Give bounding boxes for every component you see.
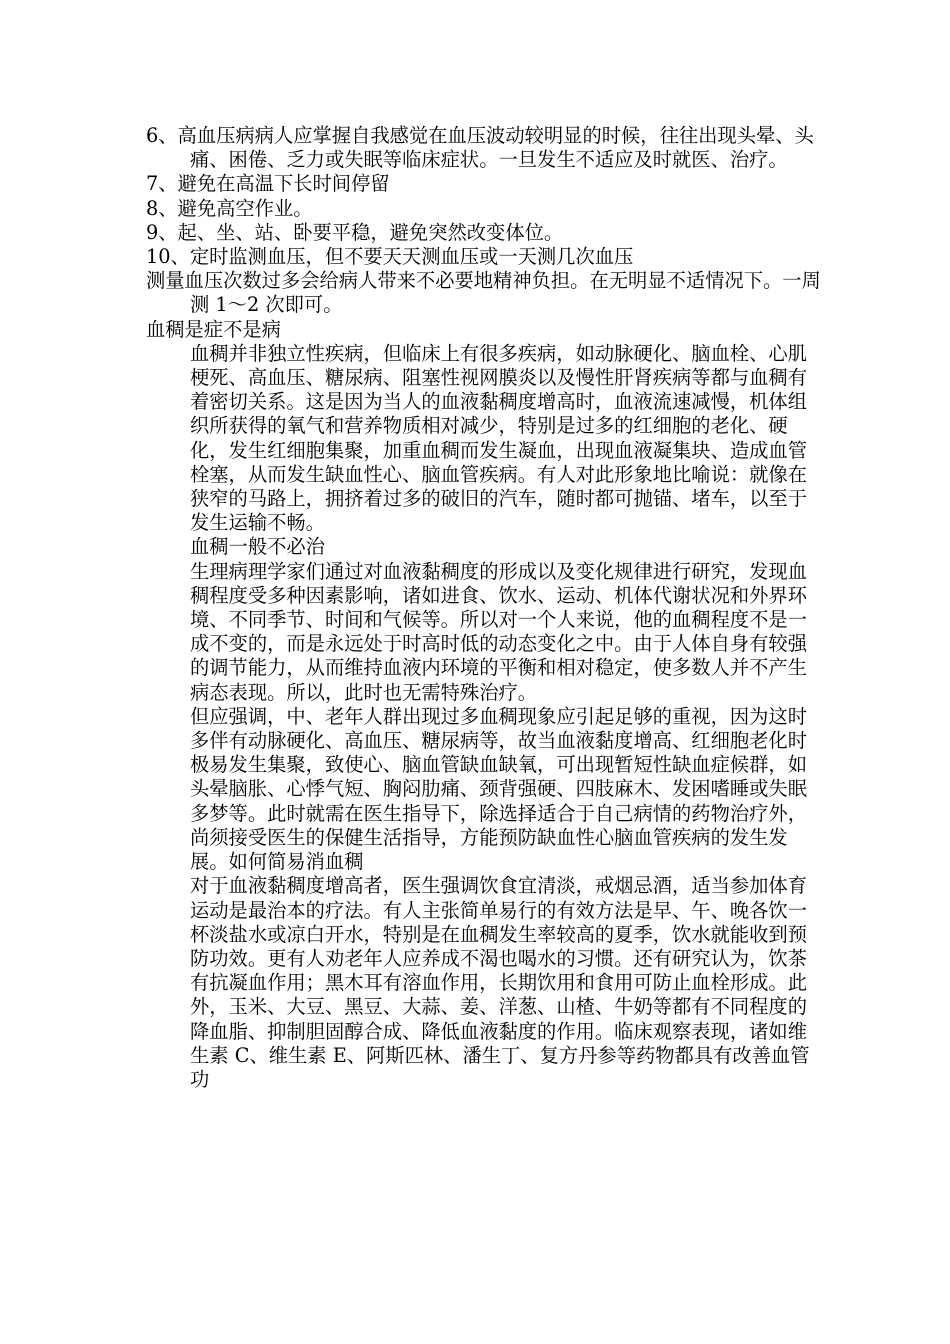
list-item-10: 10、定时监测血压，但不要天天测血压或一天测几次血压 — [146, 245, 634, 269]
section-heading-blood-viscosity: 血稠是症不是病 — [146, 317, 281, 341]
list-item-9: 9、起、坐、站、卧要平稳，避免突然改变体位。 — [146, 220, 564, 244]
list-item-6: 6、高血压病病人应掌握自我感觉在血压波动较明显的时候，往往出现头晕、头痛、困倦、乏力或失眠等临床症状。一旦发生不适应及时就医、治疗。 — [146, 124, 814, 172]
subheading-no-treatment: 血稠一般不必治 — [190, 535, 325, 559]
paragraph-blood-viscosity-intro: 血稠并非独立性疾病，但临床上有很多疾病，如动脉硬化、脑血栓、心肌梗死、高血压、糖尿病、阻塞性视网膜炎以及慢性肝肾疾病等都与血稠有着密切关系。这是因为当人的血液黏稠度增高时，血液流速减慢，机体组织所获得的氧气和营养物质相对减少，特别是过多的红细胞的老化、硬化，发生红细胞集聚，加重血稠而发生凝血，出现血液凝集块、造成血管栓塞，从而发生缺血性心、脑血管疾病。有人对此形象地比喻说：就像在狭窄的马路上，拥挤着过多的破旧的汽车，随时都可抛锚、堵车，以至于发生运输不畅。 — [190, 341, 807, 535]
list-item-8: 8、避免高空作业。 — [146, 196, 313, 220]
paragraph-physiology: 生理病理学家们通过对血液黏稠度的形成以及变化规律进行研究，发现血稠程度受多种因素影响，诸如进食、饮水、运动、机体代谢状况和外界环境、不同季节、时间和气候等。所以对一个人来说，他的血稠程度不是一成不变的，而是永远处于时高时低的动态变化之中。由于人体自身有较强的调节能力，从而维持血液内环境的平衡和相对稳定，使多数人并不产生病态表现。所以，此时也无需特殊治疗。 — [190, 559, 807, 704]
paragraph-measurement-note: 测量血压次数过多会给病人带来不必要地精神负担。在无明显不适情况下。一周测 1～2 次即可。 — [146, 269, 821, 317]
document-body — [146, 124, 822, 1092]
paragraph-diet-advice: 对于血液黏稠度增高者，医生强调饮食宜清淡，戒烟忌酒，适当参加体育运动是最治本的疗法。有人主张简单易行的有效方法是早、午、晚各饮一杯淡盐水或凉白开水，特别是在血稠发生率较高的夏季，饮水就能收到预防功效。更有人劝老年人应养成不渴也喝水的习惯。还有研究认为，饮茶有抗凝血作用；黑木耳有溶血作用，长期饮用和食用可防止血栓形成。此外，玉米、大豆、黑豆、大蒜、姜、洋葱、山楂、牛奶等都有不同程度的降血脂、抑制胆固醇合成、降低血液黏度的作用。临床观察表现，诸如维生素 C、维生素 E、阿斯匹林、潘生丁、复方丹参等药物都具有改善血管功 — [190, 874, 810, 1091]
list-item-7: 7、避免在高温下长时间停留 — [146, 172, 390, 196]
paragraph-elderly-warning: 但应强调，中、老年人群出现过多血稠现象应引起足够的重视，因为这时多伴有动脉硬化、高血压、糖尿病等，故当血液黏度增高、红细胞老化时极易发生集聚，致使心、脑血管缺血缺氧，可出现暂短性缺血症候群，如头晕脑胀、心悸气短、胸闷肋痛、颈背强硬、四肢麻木、发困嗜睡或失眠多梦等。此时就需在医生指导下，除选择适合于自己病情的药物治疗外，尚须接受医生的保健生活指导，方能预防缺血性心脑血管疾病的发生发展。如何简易消血稠 — [190, 704, 807, 874]
